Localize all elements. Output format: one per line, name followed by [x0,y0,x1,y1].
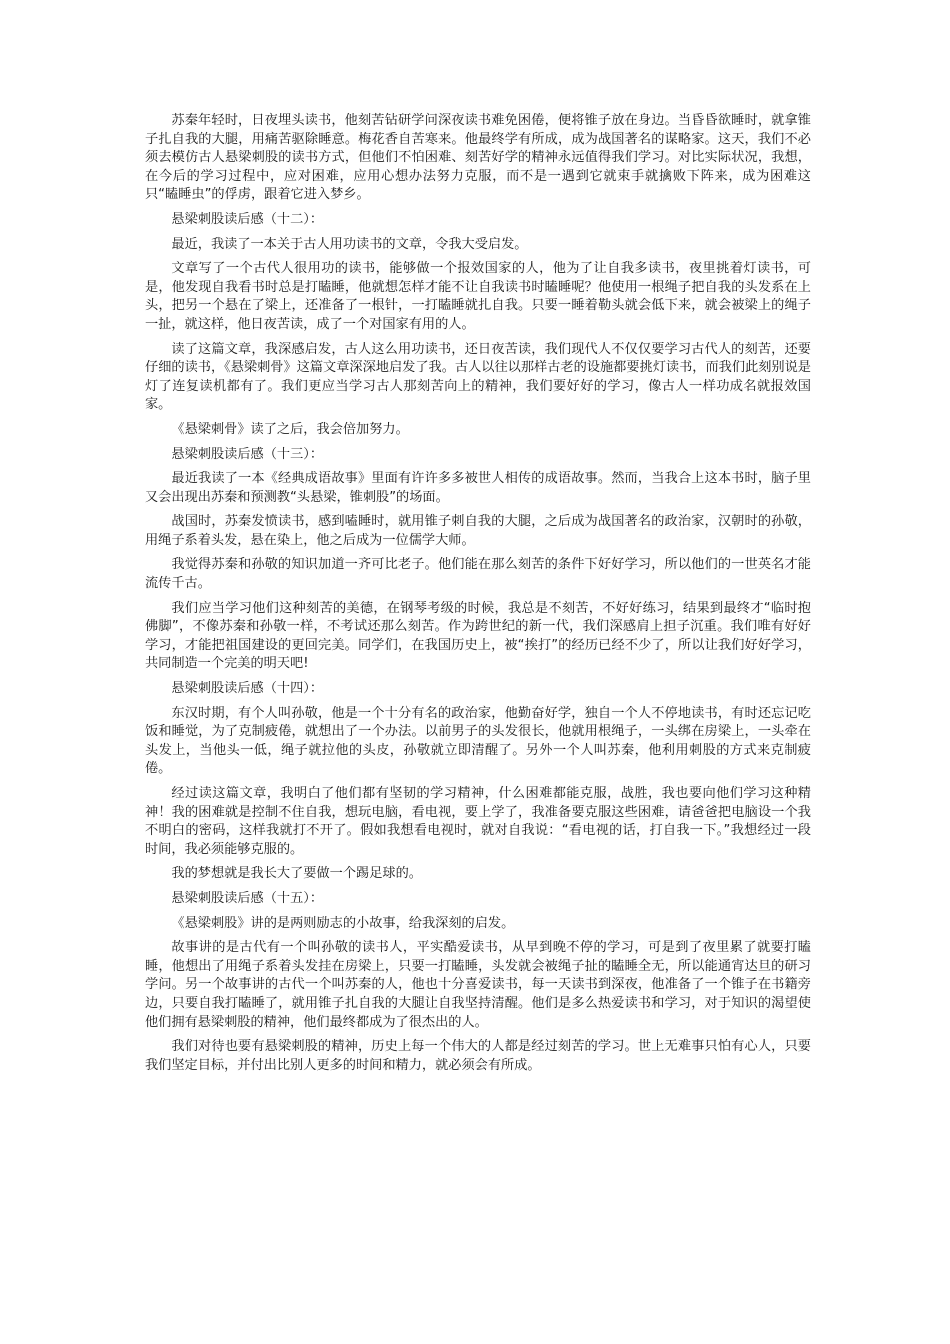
paragraph: 读了这篇文章，我深感启发，古人这么用功读书，还日夜苦读，我们现代人不仅仅要学习古代人的刻苦，还要仔细的读书，《悬梁刺骨》这篇文章深深地启发了我。古人以往以那样古老的设施都要挑灯读书，而我们此刻别说是灯了连复读机都有了。我们更应当学习古人那刻苦向上的精神，我们要好好的学习，像古人一样功成名就报效国家。 [145,341,811,413]
paragraph: 东汉时期，有个人叫孙敬，他是一个十分有名的政治家，他勤奋好学，独自一个人不停地读书，有时还忘记吃饭和睡觉，为了克制疲倦，就想出了一个办法。以前男子的头发很长，他就用根绳子，一头绑在房梁上，一头牵在头发上，当他头一低，绳子就拉他的头皮，孙敬就立即清醒了。另外一个人叫苏秦，他利用刺股的方式来克制疲倦。 [145,705,811,777]
paragraph: 我的梦想就是我长大了要做一个踢足球的。 [171,866,422,882]
paragraph: 最近我读了一本《经典成语故事》里面有许许多多被世人相传的成语故事。然而，当我合上这本书时，脑子里又会出现出苏秦和预测教“头悬梁，锥刺股”的场面。 [145,471,811,505]
paragraph: 战国时，苏秦发愤读书，感到嗑睡时，就用锥子刺自我的大腿，之后成为战国著名的政治家，汉朝时的孙敬，用绳子系着头发，悬在染上，他之后成为一位儒学大师。 [145,514,811,548]
paragraph: 最近，我读了一本关于古人用功读书的文章，令我大受启发。 [171,236,528,252]
paragraph: 《悬梁刺股》讲的是两则励志的小故事，给我深刻的启发。 [171,915,515,931]
section-heading: 悬梁刺股读后感（十四）： [171,681,324,697]
paragraph: 故事讲的是古代有一个叫孙敬的读书人，平实酷爱读书，从早到晚不停的学习，可是到了夜里累了就要打瞌睡，他想出了用绳子系着头发挂在房梁上，只要一打瞌睡，头发就会被绳子扯的瞌睡全无，所以能通宵达旦的研习学问。另一个故事讲的古代一个叫苏秦的人，他也十分喜爱读书，每一天读书到深夜，他准备了一个锥子在书籍旁边，只要自我打瞌睡了，就用锥子扎自我的大腿让自我坚持清醒。他们是多么热爱读书和学习，对于知识的渴望使他们拥有悬梁刺股的精神，他们最终都成为了很杰出的人。 [145,940,811,1030]
section-heading: 悬梁刺股读后感（十三）： [171,446,324,462]
paragraph: 我觉得苏秦和孙敬的知识加道一齐可比老子。他们能在那么刻苦的条件下好好学习，所以他们的一世英名才能流传千古。 [145,557,811,592]
document-body [145,112,811,1081]
paragraph: 我们对待也要有悬梁刺股的精神，历史上每一个伟大的人都是经过刻苦的学习。世上无难事只怕有心人，只要我们坚定目标，并付出比别人更多的时间和精力，就必须会有所成。 [145,1039,811,1073]
paragraph: 经过读这篇文章，我明白了他们都有坚韧的学习精神，什么困难都能克服，战胜，我也要向他们学习这种精神！我的困难就是控制不住自我，想玩电脑，看电视，要上学了，我准备要克服这些困难，请爸爸把电脑设一个我不明白的密码，这样我就打不开了。假如我想看电视时，就对自我说：“看电视的话，打自我一下。”我想经过一段时间，我必须能够克服的。 [145,786,811,857]
paragraph: 文章写了一个古代人很用功的读书，能够做一个报效国家的人，他为了让自我多读书，夜里挑着灯读书，可是，他发现自我看书时总是打瞌睡，他就想怎样才能不让自我读书时瞌睡呢？他使用一根绳子把自我的头发系在上头，把另一个悬在了梁上，还准备了一根针，一打瞌睡就扎自我。只要一睡着勒头就会低下来，就会被梁上的绳子一扯，就这样，他日夜苦读，成了一个对国家有用的人。 [145,261,811,332]
paragraph: 苏秦年轻时，日夜埋头读书，他刻苦钻研学问深夜读书难免困倦，便将锥子放在身边。当昏昏欲睡时，就拿锥子扎自我的大腿，用痛苦驱除睡意。梅花香自苦寒来。他最终学有所成，成为战国著名的谋略家。这天，我们不必须去模仿古人悬梁刺股的读书方式，但他们不怕困难、刻苦好学的精神永远值得我们学习。对比实际状况，我想，在今后的学习过程中，应对困难，应用心想办法努力克服，而不是一遇到它就束手就擒败下阵来，成为困难这只“瞌睡虫”的俘虏，跟着它进入梦乡。 [145,113,811,203]
paragraph: 《悬梁刺骨》读了之后，我会倍加努力。 [171,421,409,437]
paragraph: 我们应当学习他们这种刻苦的美德，在钢琴考级的时候，我总是不刻苦，不好好练习，结果到最终才“临时抱佛脚”，不像苏秦和孙敬一样，不考试还那么刻苦。作为跨世纪的新一代，我们深感肩上担子沉重。我们唯有好好学习，才能把祖国建设的更回完美。同学们，在我国历史上，被“挨打”的经历已经不少了，所以让我们好好学习，共同制造一个完美的明天吧! [145,600,811,672]
section-heading: 悬梁刺股读后感（十五）： [171,890,324,906]
section-heading: 悬梁刺股读后感（十二）： [171,211,324,227]
